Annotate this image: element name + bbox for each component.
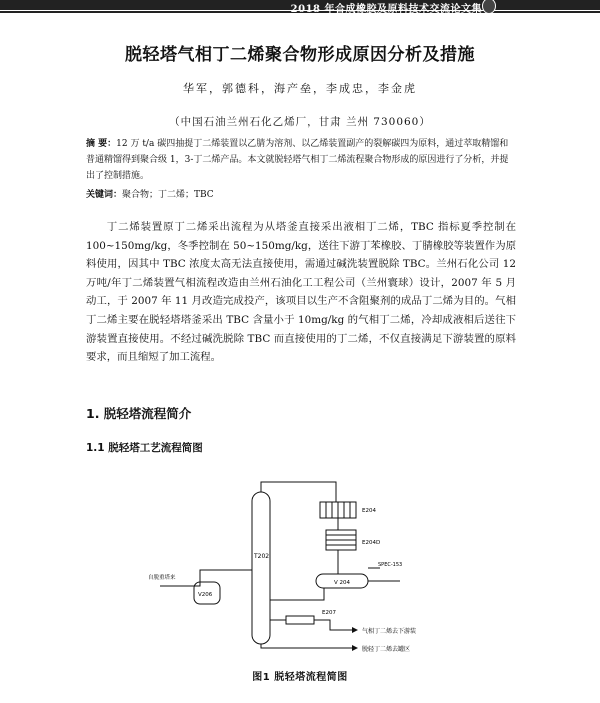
body-paragraph: 丁二烯装置原丁二烯采出流程为从塔釜直接采出液相丁二烯，TBC 指标夏季控制在 100~150mg/kg，冬季控制在 50~150mg/kg，送往下游丁苯橡胶、丁腈橡胶等装置作为原料使用，因其中 TBC 浓度太高无法直接使用，需通过碱洗装置脱除 TBC。兰州石化公司 12 万吨/年丁二烯装置气相流程改造由兰州石油化工工程公司（兰州寰球）设计，2007 年 5 月动工，于 2007 年 11 月改造完成投产，该项目以生产不含阻聚剂的成品丁二烯为目的。气相丁二烯主要在脱轻塔塔釜采出 TBC 含量小于 10mg/kg 的气相丁二烯，冷却成液相后送往下游装置直接使用。不经过碱洗脱除 TBC 而直接使用的丁二烯，不仅直接满足下游装置的原料要求，而且缩短了加工流程。 xyxy=(86,221,516,364)
overhead-line xyxy=(261,482,336,502)
column-t202 xyxy=(252,492,270,644)
label-t202: T202 xyxy=(254,553,270,560)
label-v204: V 204 xyxy=(334,580,351,586)
abstract-text: 12 万 t/a 碳四抽提丁二烯装置以乙腈为溶剂、以乙烯装置副产的裂解碳四为原料，通过萃取精馏和普通精馏得到聚合级 1，3-丁二烯产品。本文就脱轻塔气相丁二烯流程聚合物形成的原因进行了分析，并提出了控制措施。 xyxy=(86,139,509,181)
figure-caption: 图1 脱轻塔流程简图 xyxy=(252,672,348,683)
section-heading-1-1: 1.1 脱轻塔工艺流程简图 xyxy=(86,442,203,454)
abstract xyxy=(86,136,516,184)
paper-affiliation: （中国石油兰州石化乙烯厂，甘肃 兰州 730060） xyxy=(169,116,431,128)
section-heading-1: 1. 脱轻塔流程简介 xyxy=(86,406,192,421)
label-v206: V206 xyxy=(198,592,213,598)
label-feed: 自脱重塔来 xyxy=(148,575,176,581)
label-e204d: E204D xyxy=(362,540,381,546)
running-header: 2018 年合成橡胶及原料技术交流论文集 xyxy=(290,4,482,15)
label-e204: E204 xyxy=(362,508,376,514)
paper-authors: 华军，郭德科，海产垒，李成忠，李金虎 xyxy=(183,82,417,95)
label-outlet-tank: 脱轻丁二烯去罐区 xyxy=(362,646,411,653)
keywords-label: 关键词： xyxy=(86,190,123,200)
label-spec: SPEC-153 xyxy=(378,562,403,568)
label-outlet-vapor: 气相丁二烯去下游装 xyxy=(362,628,417,635)
process-flow-diagram xyxy=(140,478,480,656)
keywords xyxy=(86,188,516,202)
keywords-text: 聚合物；丁二烯；TBC xyxy=(122,190,214,200)
paper-title: 脱轻塔气相丁二烯聚合物形成原因分析及措施 xyxy=(125,45,475,65)
abstract-label: 摘 要： xyxy=(86,139,117,149)
label-e207: E207 xyxy=(322,610,336,616)
reboiler-e207 xyxy=(286,616,314,624)
